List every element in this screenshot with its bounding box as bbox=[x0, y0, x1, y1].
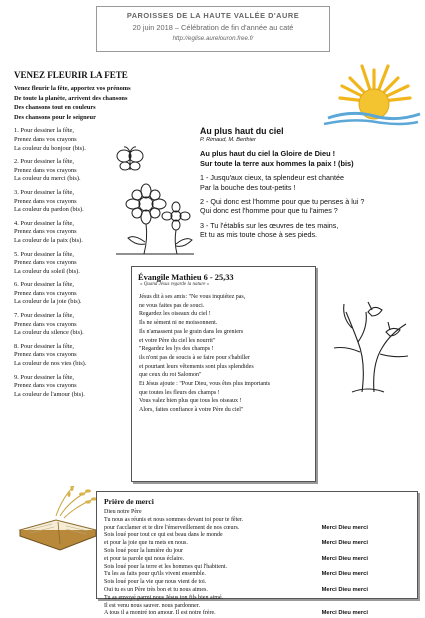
verse-line: 2. Pour dessiner la fête, bbox=[14, 158, 74, 166]
refrain-line: Des chansons tout en couleurs bbox=[14, 104, 96, 112]
gospel-line: que ceux du roi Salomon" bbox=[139, 372, 202, 379]
prayer-text: Tu nous as réunis et nous sommes devant toi pour te fêter. bbox=[104, 516, 244, 523]
song1-refrain bbox=[14, 84, 194, 122]
verse-line: Prenez dans vos crayons bbox=[14, 289, 77, 297]
header-box bbox=[96, 6, 330, 52]
prayer-response bbox=[368, 595, 412, 603]
gospel-line: et votre Père du ciel les nourrit" bbox=[139, 337, 216, 344]
gospel-line: ils n'ont pas de soucis à se faire pour s'habiller bbox=[139, 354, 250, 361]
song2-couplet-3 bbox=[200, 221, 418, 240]
couplet-line: Et tu as mis toute chose à ses pieds. bbox=[200, 230, 318, 240]
gospel-box bbox=[131, 266, 316, 482]
gospel-line: ne vous faites pas de souci. bbox=[139, 302, 205, 309]
verse-line: La couleur du silence (bis). bbox=[14, 329, 84, 337]
verse-line: 3. Pour dessiner la fête, bbox=[14, 188, 74, 196]
bible-wheat-illustration bbox=[16, 486, 100, 556]
verse-line: Prenez dans vos crayons bbox=[14, 135, 77, 143]
verse-line: Prenez dans vos crayons bbox=[14, 320, 77, 328]
gospel-line: Jésus dit à ses amis: "Ne vous inquiétez pas, bbox=[139, 294, 246, 300]
prayer-response: Merci Dieu merci bbox=[321, 610, 368, 617]
refrain-line: Venez fleurir la fête, apportez vos prénoms bbox=[14, 85, 131, 92]
couplet-line: Qui donc est l'homme pour que tu l'aimes ? bbox=[200, 206, 338, 216]
verse-line: 1. Pour dessiner la fête, bbox=[14, 127, 74, 135]
refrain-line: Sur toute la terre aux hommes la paix ! (bis) bbox=[200, 158, 354, 168]
song2-couplet-2 bbox=[200, 197, 418, 216]
song2-title: Au plus haut du ciel bbox=[200, 126, 284, 136]
butterfly-flowers-illustration bbox=[110, 146, 196, 258]
prayer-response bbox=[368, 532, 412, 540]
prayer-response: Merci Dieu merci bbox=[321, 586, 368, 593]
gospel-text bbox=[139, 293, 311, 415]
prayer-text: Dieu notre Père bbox=[104, 509, 142, 515]
verse-line: La couleur du bonjour (bis). bbox=[14, 144, 86, 152]
prayer-response: Merci Dieu merci bbox=[321, 571, 368, 578]
header-url[interactable]: http://eglise.aurelouron.free.fr bbox=[172, 35, 254, 42]
prayer-text: Tu les as faits pour qu'ils vivent ensemble. bbox=[104, 571, 206, 578]
gospel-title: Évangile Mathieu 6 - 25,33 bbox=[138, 273, 234, 282]
prayer-title: Prière de merci bbox=[104, 497, 154, 506]
song1-title: VENEZ FLEURIR LA FETE bbox=[14, 70, 128, 80]
prayer-row bbox=[104, 595, 412, 603]
prayer-text: Sois loué pour la terre et les hommes qui l'habitent. bbox=[104, 563, 228, 570]
refrain-line: De toute la planète, arrivent des chansons bbox=[14, 94, 128, 102]
prayer-row bbox=[104, 540, 412, 548]
verse-line: 4. Pour dessiner la fête, bbox=[14, 219, 74, 227]
prayer-row bbox=[104, 525, 412, 533]
gospel-line: que toutes les fleurs des champs ! bbox=[139, 389, 220, 396]
prayer-row bbox=[104, 610, 412, 618]
prayer-text: pour t'acclamer et te dire l'émerveillement de nos cœurs. bbox=[104, 524, 240, 531]
prayer-text: A tous il a montré ton amour. Il est notre frère. bbox=[104, 610, 216, 617]
prayer-row bbox=[104, 556, 412, 564]
refrain-line: Au plus haut du ciel la Gloire de Dieu ! bbox=[200, 149, 336, 158]
verse-line: 7. Pour dessiner la fête, bbox=[14, 312, 74, 320]
prayer-row bbox=[104, 517, 412, 525]
prayer-row bbox=[104, 532, 412, 540]
verse-line: La couleur du soleil (bis). bbox=[14, 267, 80, 275]
verse-line: 6. Pour dessiner la fête, bbox=[14, 281, 74, 289]
verse-line: La couleur du pardon (bis). bbox=[14, 206, 84, 214]
gospel-line: Regardez les oiseaux du ciel ! bbox=[139, 311, 211, 318]
prayer-response bbox=[368, 579, 412, 587]
verse-line: 9. Pour dessiner la fête, bbox=[14, 373, 74, 381]
gospel-line: Alors, faites confiance à votre Père du ciel" bbox=[139, 407, 244, 414]
header-parishes: PAROISSES DE LA HAUTE VALLÉE D'AURE bbox=[126, 11, 300, 20]
prayer-response bbox=[368, 509, 412, 517]
couplet-line: Par la bouche des tout-petits ! bbox=[200, 182, 296, 192]
song2-refrain bbox=[200, 149, 418, 168]
prayer-response: Merci Dieu merci bbox=[321, 540, 368, 547]
song2-authors: P. Rimaud, M. Berthier bbox=[200, 137, 256, 143]
gospel-line: Et Jésus ajoute : "Pour Dieu, vous êtes plus importants bbox=[139, 381, 271, 388]
couplet-line: 3 - Tu l'établis sur les œuvres de tes mains, bbox=[200, 220, 339, 230]
prayer-text: Oui tu es un Père très bon et tu nous aimes. bbox=[104, 586, 208, 593]
verse-line: Prenez dans vos crayons bbox=[14, 259, 77, 267]
gospel-line: Ils ne sèment ni ne moissonnent. bbox=[139, 320, 218, 327]
prayer-response bbox=[368, 603, 412, 611]
gospel-line: "Regardez les lys des champs ! bbox=[139, 346, 214, 353]
prayer-text: Tu as envoyé parmi nous Jésus ton fils bien aimé. bbox=[104, 594, 224, 601]
gospel-line: Vous valez bien plus que tous les oiseaux ! bbox=[139, 398, 242, 405]
prayer-text: Sois loué pour tout ce qui est beau dans le monde bbox=[104, 532, 223, 539]
prayer-row bbox=[104, 603, 412, 611]
verse-line: Prenez dans vos crayons bbox=[14, 382, 77, 390]
gospel-subtitle: « Quand Jésus regarde la nature » bbox=[140, 282, 210, 287]
gospel-line: et pourtant leurs vêtements sont plus splendides bbox=[139, 363, 254, 370]
prayer-row bbox=[104, 509, 412, 517]
refrain-line: Des chansons pour le seigneur bbox=[14, 113, 96, 121]
verse-line: Prenez dans vos crayons bbox=[14, 197, 77, 205]
prayer-text: et pour ta parole qui nous éclaire. bbox=[104, 555, 185, 562]
prayer-text: Sois loué pour la lumière du jour bbox=[104, 547, 183, 554]
song2-couplet-1 bbox=[200, 173, 418, 192]
prayer-response bbox=[368, 564, 412, 572]
verse-line: La couleur de la paix (bis). bbox=[14, 236, 83, 244]
prayer-row bbox=[104, 579, 412, 587]
verse-line: Prenez dans vos crayons bbox=[14, 166, 77, 174]
verse-line: La couleur de nos vies (bis). bbox=[14, 360, 87, 368]
prayer-response bbox=[368, 517, 412, 525]
couplet-line: 2 - Qui donc est l'homme pour que tu penses à lui ? bbox=[200, 197, 365, 206]
verse-line: La couleur de l'amour (bis). bbox=[14, 390, 85, 398]
prayer-text: Il est venu nous sauver. nous pardonner. bbox=[104, 602, 200, 609]
verse-line: Prenez dans vos crayons bbox=[14, 228, 77, 236]
prayer-row bbox=[104, 587, 412, 595]
tree-birds-illustration bbox=[322, 282, 422, 394]
header-date: 20 juin 2018 – Célébration de fin d'année au caté bbox=[132, 23, 294, 32]
prayer-box bbox=[96, 491, 418, 617]
prayer-response: Merci Dieu merci bbox=[321, 555, 368, 562]
verse-line: 8. Pour dessiner la fête, bbox=[14, 342, 74, 350]
prayer-row bbox=[104, 548, 412, 556]
couplet-line: 1 - Jusqu'aux cieux, ta splendeur est chantée bbox=[200, 173, 345, 183]
prayer-response bbox=[368, 548, 412, 556]
verse-line: 5. Pour dessiner la fête, bbox=[14, 250, 74, 258]
gospel-line: Ils n'amassent pas le grain dans les greniers bbox=[139, 328, 244, 335]
prayer-row bbox=[104, 571, 412, 579]
prayer-response: Merci Dieu merci bbox=[321, 524, 368, 531]
verse-line: La couleur du merci (bis). bbox=[14, 175, 81, 183]
prayer-text: et pour la joie que tu mets en nous. bbox=[104, 540, 188, 547]
song-au-plus-haut-du-ciel bbox=[200, 126, 418, 240]
verse-line: Prenez dans vos crayons bbox=[14, 351, 77, 359]
verse-line: La couleur de la joie (bis). bbox=[14, 298, 82, 306]
prayer-text: Sois loué pour la vie que nous vient de toi. bbox=[104, 579, 207, 586]
